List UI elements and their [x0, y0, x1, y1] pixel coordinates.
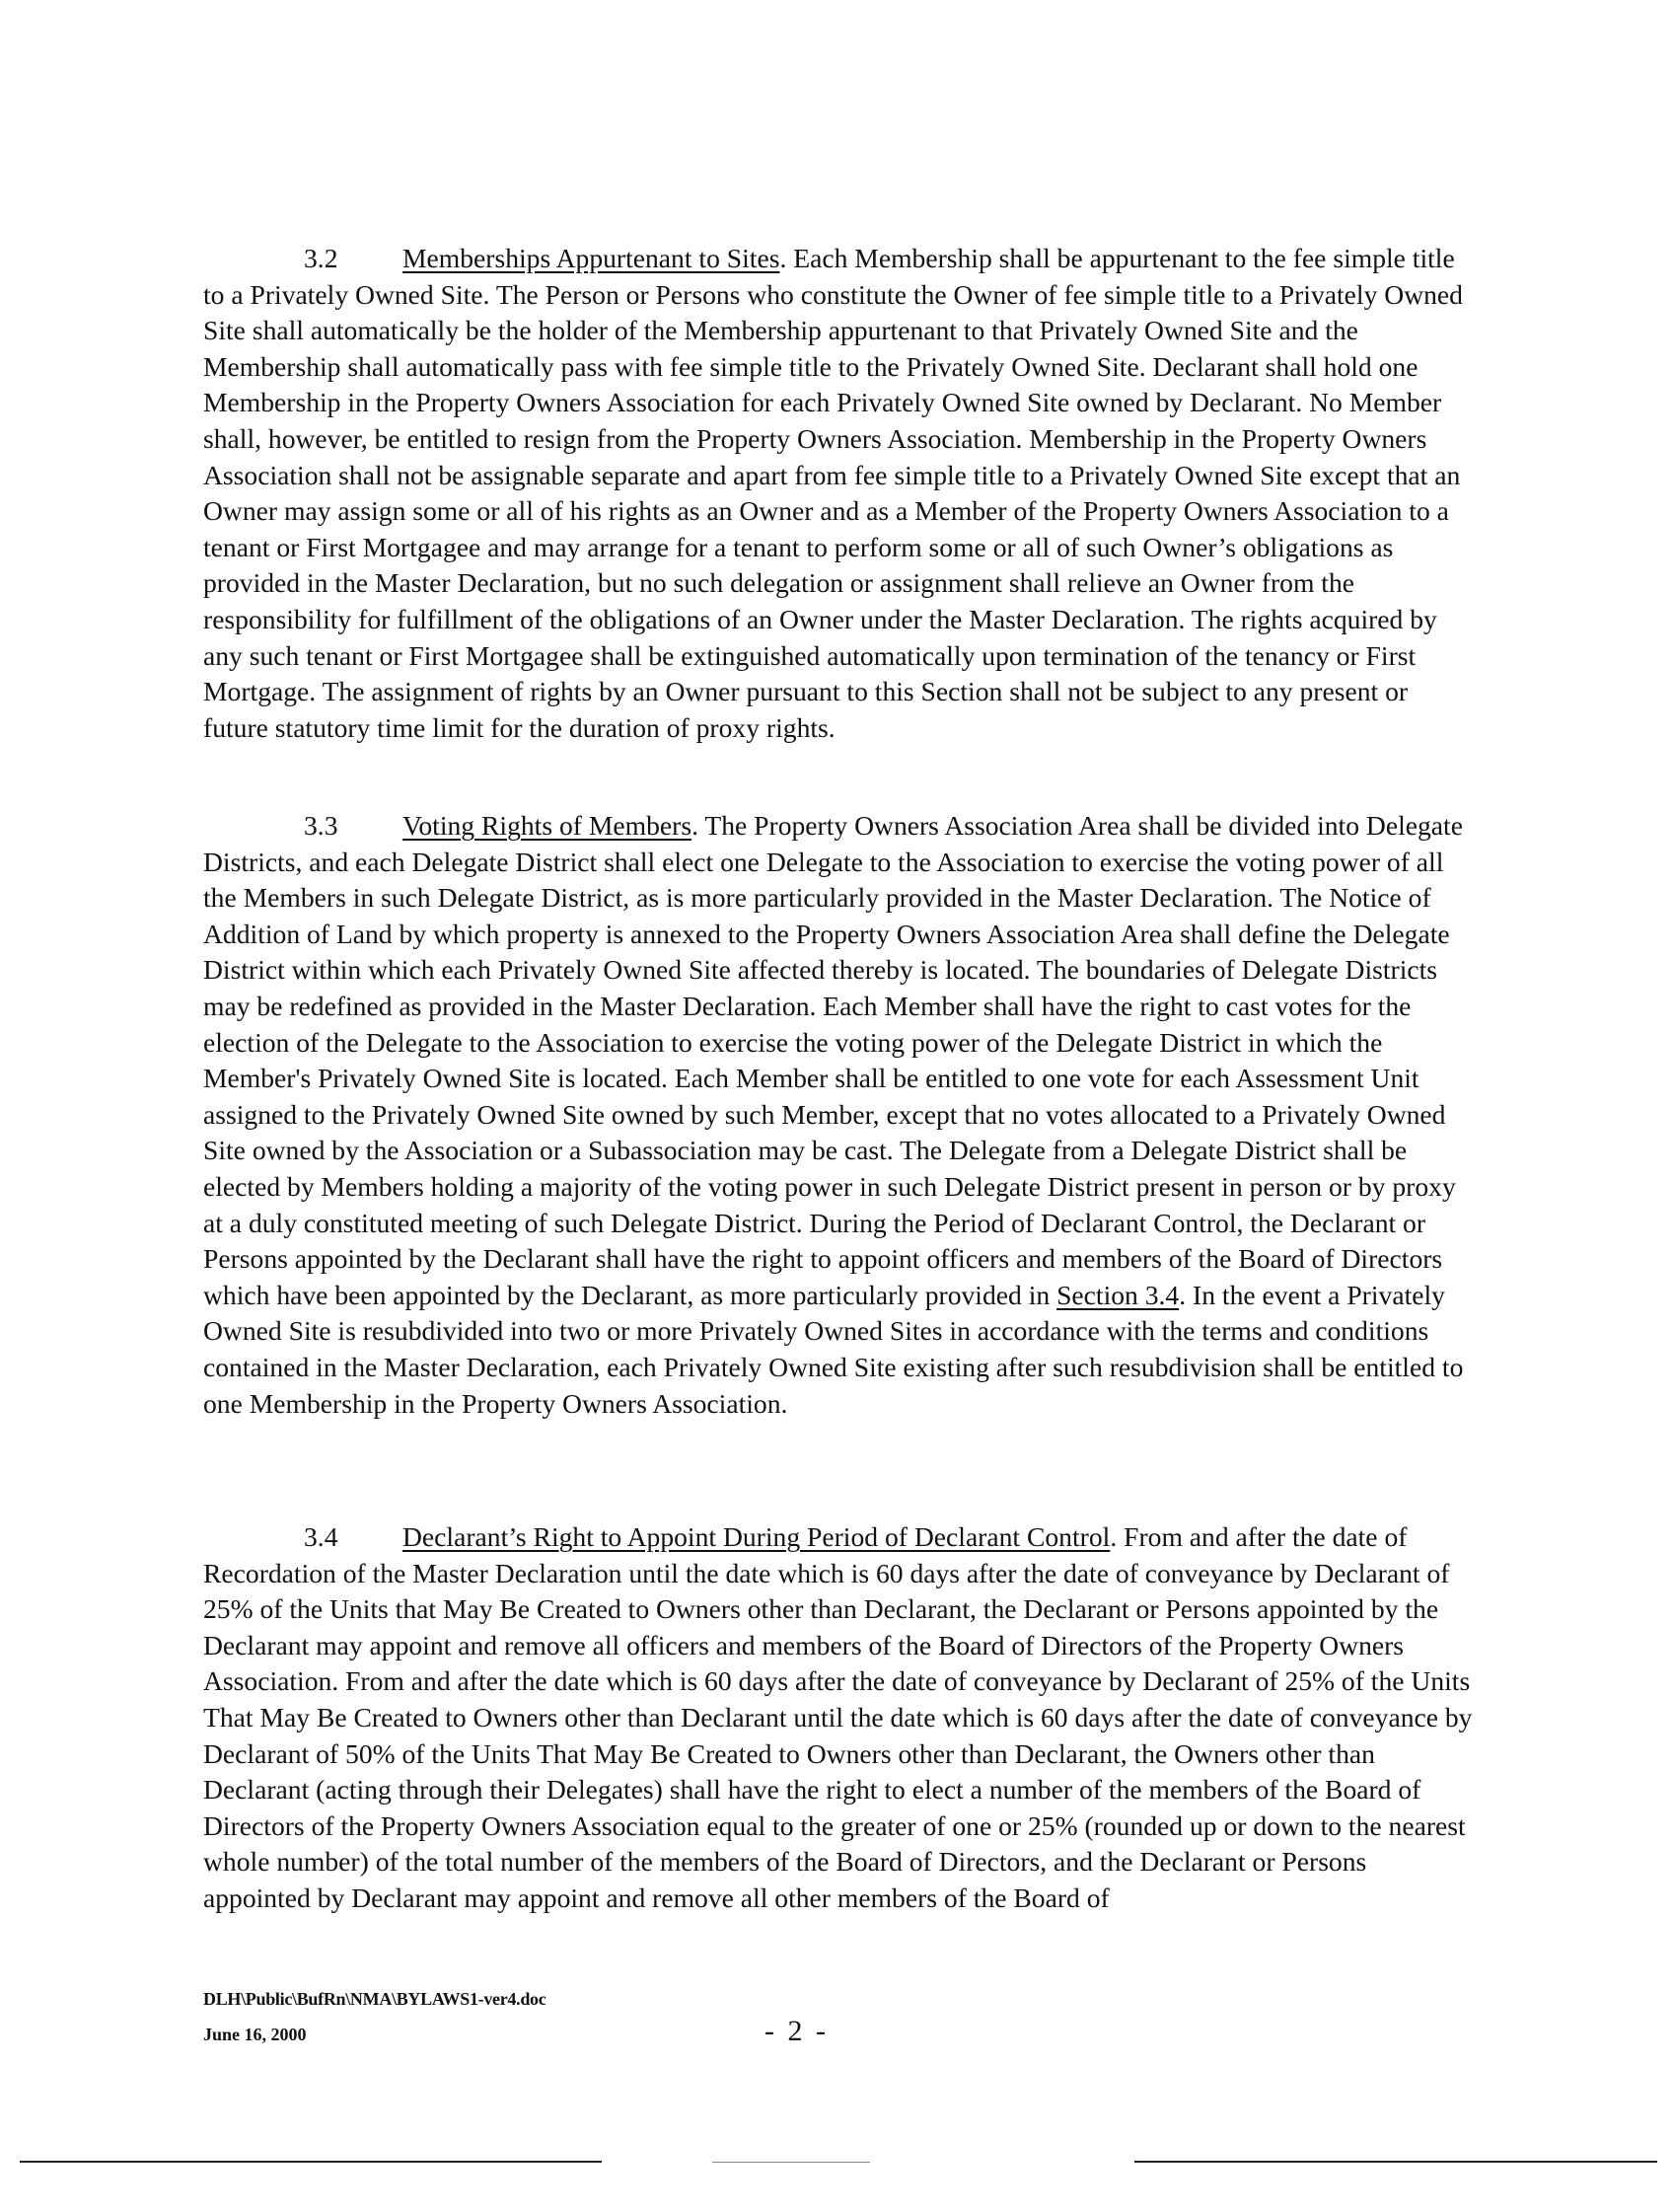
section-body: . The Property Owners Association Area shall be divided into Delegate Districts, and each Delegate District shall elect one Delegate to the Association to exercise the voting power of all the Members in such Delegate District, as is more particularly provided in the Master Declaration. The Notice of Addition of Land by which property is annexed to the Property Owners Association Area shall define the Delegate District within which each Privately Owned Site affected thereby is located. The boundaries of Delegate Districts may be redefined as provided in the Master Declaration. Each Member shall have the right to cast votes for the election of the Delegate to the Association to exercise the voting power of the Delegate District in which the Member's Privately Owned Site is located. Each Member shall be entitled to one vote for each Assessment Unit assigned to the Privately Owned Site owned by such Member, except that no votes allocated to a Privately Owned Site owned by the Association or a Subassociation may be cast. The Delegate from a Delegate District shall be elected by Members holding a majority of the voting power in such Delegate District present in person or by proxy at a duly constituted meeting of such Delegate District. During the Period of Declarant Control, the Declarant or Persons appointed by the Declarant shall have the right to appoint officers and members of the Board of Directors which have been appointed by the Declarant, as more particularly provided in — [203, 810, 1463, 1310]
section-body-continued: . In the event a Privately Owned Site is resubdivided into two or more Privately Owned Sites in accordance with the terms and conditions contained in the Master Declaration, each Privately Owned Site existing after such resubdivision shall be entitled to one Membership in the Property Owners Association. — [203, 1279, 1464, 1419]
section-3-2 — [203, 241, 1476, 746]
bottom-rule-left — [20, 2161, 602, 2163]
section-reference-link[interactable]: Section 3.4 — [1056, 1279, 1180, 1310]
section-heading: Memberships Appurtenant to Sites — [402, 243, 780, 273]
section-paragraph — [203, 241, 1476, 746]
page-number: - 2 - — [764, 2015, 829, 2047]
section-paragraph — [203, 808, 1476, 1422]
section-number: 3.4 — [304, 1521, 338, 1552]
section-number: 3.2 — [304, 243, 338, 273]
section-body: . From and after the date of Recordation of the Master Declaration until the date which is 60 days after the date of conveyance by Declarant of 25% of the Units that May Be Created to Owners other than Declarant, the Declarant or Persons appointed by the Declarant may appoint and remove all officers and members of the Board of Directors of the Property Owners Association. From and after the date which is 60 days after the date of conveyance by Declarant of 25% of the Units That May Be Created to Owners other than Declarant until the date which is 60 days after the date of conveyance by Declarant of 50% of the Units That May Be Created to Owners other than Declarant, the Owners other than Declarant (acting through their Delegates) shall have the right to elect a number of the members of the Board of Directors of the Property Owners Association equal to the greater of one or 25% (rounded up or down to the nearest whole number) of the total number of the members of the Board of Directors, and the Declarant or Persons appointed by Declarant may appoint and remove all other members of the Board of — [203, 1521, 1473, 1913]
footer-date: June 16, 2000 — [203, 2025, 307, 2044]
section-heading: Declarant’s Right to Appoint During Period of Declarant Control — [402, 1521, 1111, 1552]
footer-file-path: DLH\Public\BufRn\NMA\BYLAWS1-ver4.doc — [203, 1989, 546, 2009]
section-3-3 — [203, 808, 1476, 1422]
section-number: 3.3 — [304, 810, 338, 841]
section-3-4 — [203, 1519, 1476, 1917]
section-paragraph — [203, 1519, 1476, 1917]
bottom-rule-right — [1134, 2161, 1657, 2163]
section-body: . Each Membership shall be appurtenant to the fee simple title to a Privately Owned Site. The Person or Persons who constitute the Owner of fee simple title to a Privately Owned Site shall automatically be the holder of the Membership appurtenant to that Privately Owned Site and the Membership shall automatically pass with fee simple title to the Privately Owned Site. Declarant shall hold one Membership in the Property Owners Association for each Privately Owned Site owned by Declarant. No Member shall, however, be entitled to resign from the Property Owners Association. Membership in the Property Owners Association shall not be assignable separate and apart from fee simple title to a Privately Owned Site except that an Owner may assign some or all of his rights as an Owner and as a Member of the Property Owners Association to a tenant or First Mortgagee and may arrange for a tenant to perform some or all of such Owner’s obligations as provided in the Master Declaration, but no such delegation or assignment shall relieve an Owner from the responsibility for fulfillment of the obligations of an Owner under the Master Declaration. The rights acquired by any such tenant or First Mortgagee shall be extinguished automatically upon termination of the tenancy or First Mortgage. The assignment of rights by an Owner pursuant to this Section shall not be subject to any present or future statutory time limit for the duration of proxy rights. — [203, 243, 1463, 743]
section-heading: Voting Rights of Members — [402, 810, 692, 841]
bottom-rule-middle — [712, 2162, 870, 2163]
